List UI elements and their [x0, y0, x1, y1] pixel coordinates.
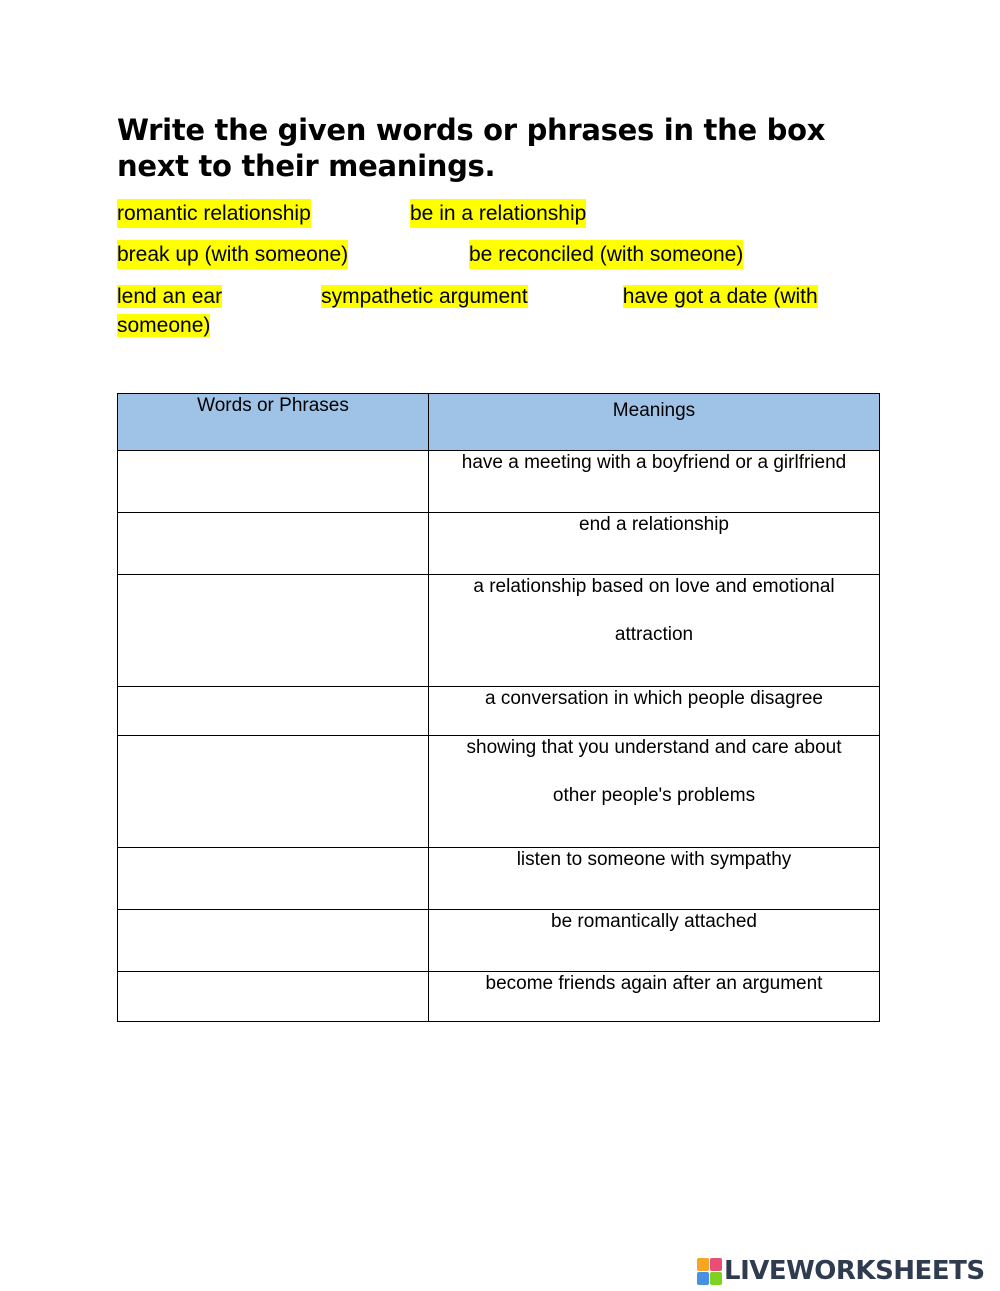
answer-box[interactable] — [118, 736, 429, 848]
table-row — [118, 972, 880, 1022]
table-row — [118, 736, 880, 848]
meaning-cell: end a relationship — [429, 513, 880, 575]
table-row — [118, 910, 880, 972]
vocabulary-table — [117, 393, 880, 1022]
meaning-cell — [429, 736, 880, 848]
meaning-text: a relationship based on love and emotional attraction — [473, 576, 835, 645]
liveworksheets-logo-icon — [697, 1258, 721, 1284]
header-meanings-label: Meanings — [612, 400, 696, 421]
header-meanings — [429, 394, 880, 451]
answer-box[interactable] — [118, 451, 429, 513]
word-bank-line — [117, 282, 877, 340]
meaning-cell: listen to someone with sympathy — [429, 848, 880, 910]
meaning-cell: a conversation in which people disagree — [429, 687, 880, 736]
answer-box[interactable] — [118, 972, 429, 1022]
word-bank-item: have got a date (with someone) — [117, 285, 818, 337]
logo-square — [710, 1258, 722, 1271]
answer-box[interactable] — [118, 513, 429, 575]
answer-box[interactable] — [118, 910, 429, 972]
word-bank-item: break up (with someone) — [117, 240, 348, 269]
page-title: Write the given words or phrases in the box next to their meanings. — [117, 113, 826, 183]
meaning-cell: be romantically attached — [429, 910, 880, 972]
table-row — [118, 451, 880, 513]
answer-box[interactable] — [118, 848, 429, 910]
header-words-or-phrases: Words or Phrases — [118, 394, 429, 451]
answer-box[interactable] — [118, 687, 429, 736]
table-row — [118, 575, 880, 687]
meaning-text: showing that you understand and care about other people's problems — [466, 737, 842, 806]
table-row — [118, 848, 880, 910]
logo-square — [697, 1272, 709, 1285]
logo-square — [697, 1258, 709, 1271]
answer-box[interactable] — [118, 575, 429, 687]
liveworksheets-logo — [697, 1256, 985, 1286]
word-bank-item: sympathetic argument — [321, 285, 528, 308]
table-header-row — [118, 394, 880, 451]
meaning-cell: have a meeting with a boyfriend or a girlfriend — [429, 451, 880, 513]
word-bank-item: be in a relationship — [410, 199, 586, 228]
logo-square — [710, 1272, 722, 1285]
word-bank-item: lend an ear — [117, 285, 223, 308]
word-bank-item: be reconciled (with someone) — [469, 240, 743, 269]
logo-text: LIVEWORKSHEETS — [724, 1256, 985, 1286]
meaning-cell — [429, 575, 880, 687]
word-bank-item: romantic relationship — [117, 199, 311, 228]
meaning-cell: become friends again after an argument — [429, 972, 880, 1022]
